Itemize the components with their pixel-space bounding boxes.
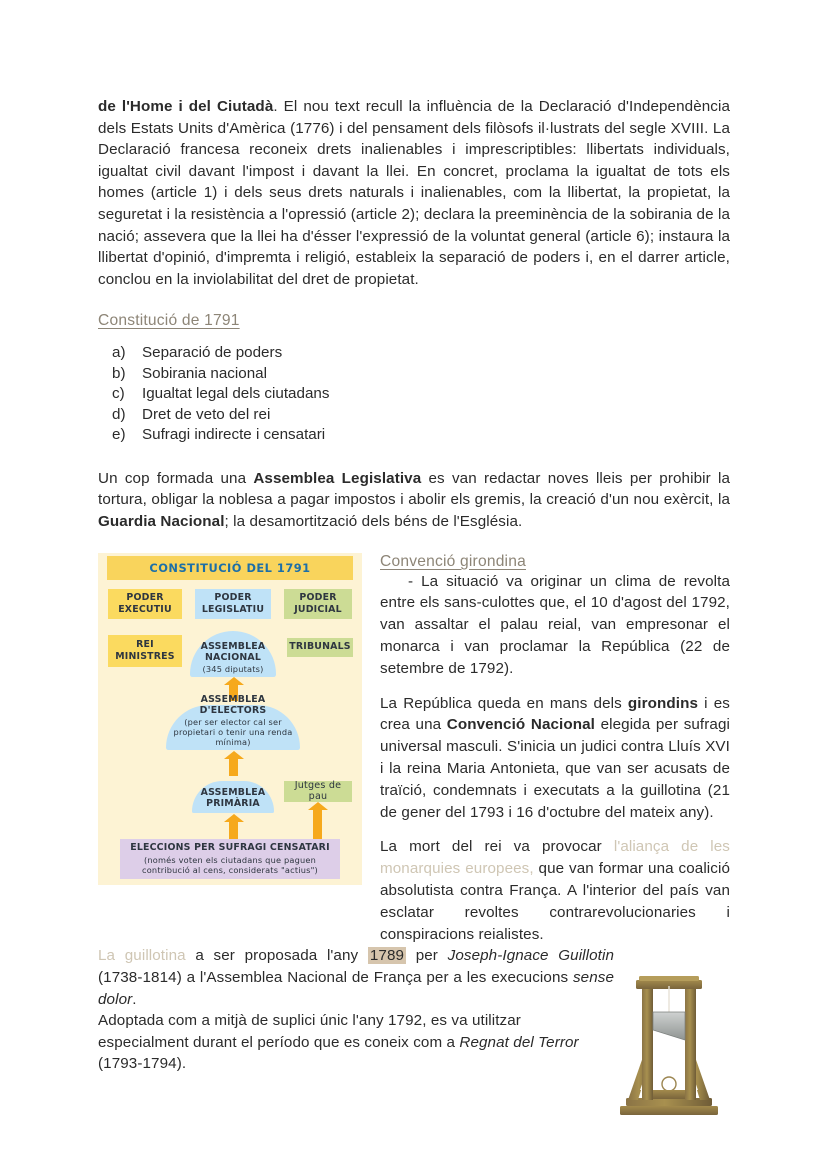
list-item [98,343,730,364]
spacer [98,533,730,553]
diagram-arrow-up-eleccions-to-primaria [229,821,238,839]
document-page [98,96,730,1115]
paragraph-7-part-2: (1793-1794). [98,1055,187,1073]
paragraph-4-bold-2: Convenció Nacional [446,716,595,734]
list-constitucio-principis [98,343,730,446]
paragraph-2-part-2: es van redactar noves lleis per prohibir la tortura, obligar la noblesa a pagar impostos i abolir els gremis, la creació d'un nou exèrcit, la [98,469,731,509]
diagram-box-tribunals-label: TRIBUNALS [289,641,351,653]
paragraph-4-part-3: elegida per sufragi universal masculi. S'inicia un judici contra Lluís XVI i la reina Maria Antonieta, que van ser acusats de traïció, condemnats i executats a la guillotina (21 de gener del 1793 i 16 d'octubre del mateix any). [380,716,730,821]
diagram-box-rei-ministres [108,635,182,667]
diagram-arrow-up-eleccions-to-jutges [313,809,322,839]
paragraph-assemblea-legislativa [98,468,730,533]
paragraph-6-faded-lead: La guillotina [98,947,186,965]
paragraph-6-part-4: . [132,990,137,1008]
diagram-box-eleccions-censatari [120,839,340,879]
paragraph-7-italic-regnat: Regnat del Terror [459,1033,579,1051]
paragraph-6-highlight-year: 1789 [369,947,405,965]
diagram-box-poder-legislatiu-label: PODER LEGISLATIU [201,592,265,615]
diagram-box-assemblea-electors [166,693,300,750]
diagram-box-jutges-de-pau-label: Jutges de pau [294,779,342,803]
diagram-box-assemblea-electors-note: (per ser elector cal ser propietari o tenir una renda mínima) [173,716,293,747]
diagram-box-eleccions-censatari-title: ELECCIONS PER SUFRAGI CENSATARI [130,842,330,854]
paragraph-1-lead-bold: de l'Home i del Ciutadà [98,98,274,115]
paragraph-5-part-2: que van formar una coalició absolutista contra França. A l'interior del país van esclatar revoltes contrarevolucionaries i conspiracions reialistes. [380,860,730,943]
list-item [98,405,730,426]
diagram-box-jutges-de-pau [284,781,352,802]
paragraph-6-part-3: (1738-1814) a l'Assemblea Nacional de França per a les execucions [98,968,573,986]
paragraph-6-italic-sense-dolor: sense dolor [98,968,614,1008]
diagram-and-text-region [98,553,730,946]
paragraph-4-part-2: i es crea una [380,694,730,734]
diagram-box-poder-legislatiu [195,589,271,619]
diagram-box-assemblea-electors-line1: ASSEMBLEA [200,693,266,705]
spacer [380,680,730,693]
diagram-box-assemblea-primaria-line2: PRIMÀRIA [206,798,260,810]
paragraph-2-part-3: ; la desamortització dels béns de l'Església. [224,513,523,531]
paragraph-7-part-1: Adoptada com a mitjà de suplici únic l'any 1792, es va utilitzar especialment durant el período que es coneix com a [98,1012,521,1051]
list-item-marker: e) [112,426,126,444]
diagram-box-assemblea-electors-line2: D'ELECTORS [199,705,267,717]
heading-convencio-girondina: Convenció girondina [380,552,526,570]
diagram-title-band: CONSTITUCIÓ DEL 1791 [107,556,353,580]
diagram-box-eleccions-censatari-note: (només voten els ciutadans que paguen contribució al cens, considerats "actius") [142,854,318,875]
guillotine-image [614,972,724,1124]
paragraph-2-bold-1: Assemblea Legislativa [253,469,422,487]
spacer [98,446,730,468]
list-item-label: Sufragi indirecte i censatari [142,426,326,444]
paragraph-republica-girondins [380,693,730,824]
list-item [98,364,730,385]
paragraph-1-body: . El nou text recull la influència de la Declaració d'Independència dels Estats Units d'Amèrica (1776) i del pensament dels filòsofs il·lustrats del segle XVIII. La Declaració francesa reconeix drets inalienables i imprescriptibles: llibertats individuals, igualtat civil davant l'impost i davant la llei. En concret, proclama la igualtat de tots els homes (article 1) i dels seus drets naturals i inalienables, com la llibertat, la propietat, la seguretat i la resistència a l'opressió (article 2); declara la preeminència de la sobirania de la nació; assevera que la llei ha d'ésser l'expressió de la voluntat general (article 6); instaura la llibertat d'opinió, d'impremta i religió, estableix la separació de poders i, en el darrer article, conclou en la inviolabilitat del dret de propietat. [98,98,730,288]
paragraph-situacio-revolta: - La situació va originar un clima de revolta entre els sans-culottes que, el 10 d'agost del 1792, van assaltar el palau reial, van empresonar el monarca i van proclamar la República (22 de setembre de 1792). [380,572,730,677]
list-item-label: Dret de veto del rei [142,405,271,423]
diagram-box-assemblea-primaria [192,781,274,813]
diagram-box-assemblea-nacional-line2: NACIONAL [204,652,262,664]
diagram-box-poder-judicial-label: PODER JUDICIAL [294,592,342,615]
paragraph-declaracio [98,96,730,290]
paragraph-mort-del-rei [380,836,730,945]
diagram-box-assemblea-nacional-line1: ASSEMBLEA [200,640,266,652]
spacer [380,823,730,836]
paragraph-6-italic-name: Joseph-Ignace Guillotin [447,947,614,965]
list-item-marker: b) [112,364,126,382]
diagram-box-poder-judicial [284,589,352,619]
spacer [98,330,730,343]
diagram-box-tribunals [287,638,353,657]
diagram-box-assemblea-nacional-note: (345 diputats) [202,663,264,674]
spacer [98,290,730,312]
paragraph-4-part-1: La República queda en mans dels [380,694,628,712]
list-item-marker: a) [112,344,126,362]
list-item-marker: c) [112,385,125,403]
paragraph-4-bold-1: girondins [627,694,699,712]
guillotine-illustration [614,972,724,1124]
diagram-box-assemblea-nacional [190,631,276,677]
list-item [98,425,730,446]
paragraph-2-part-1: Un cop formada una [98,469,254,487]
list-item-label: Sobirania nacional [142,364,267,382]
paragraph-2-bold-2: Guardia Nacional [98,513,225,531]
paragraph-5-part-1: La mort del rei va provocar [380,838,614,856]
right-column-text [380,553,730,946]
diagram-constitucio-1791 [98,553,362,885]
paragraph-5-faded-text: l'aliança de les monarquies europees, [380,838,730,878]
list-item-label: Igualtat legal dels ciutadans [142,385,330,403]
paragraph-6-part-2: per [406,947,448,965]
diagram-arrow-up-primaria-to-electors [229,758,238,776]
paragraph-6-part-1: a ser proposada l'any [185,947,368,965]
diagram-box-rei-ministres-label: REI MINISTRES [115,639,175,662]
list-item [98,384,730,405]
list-item-label: Separació de poders [142,344,283,362]
diagram-box-assemblea-primaria-line1: ASSEMBLEA [200,786,266,798]
diagram-box-poder-executiu [108,589,182,619]
list-item-marker: d) [112,405,126,423]
diagram-box-poder-executiu-label: PODER EXECUTIU [118,592,172,615]
heading-constitucio-1791: Constitució de 1791 [98,312,240,330]
